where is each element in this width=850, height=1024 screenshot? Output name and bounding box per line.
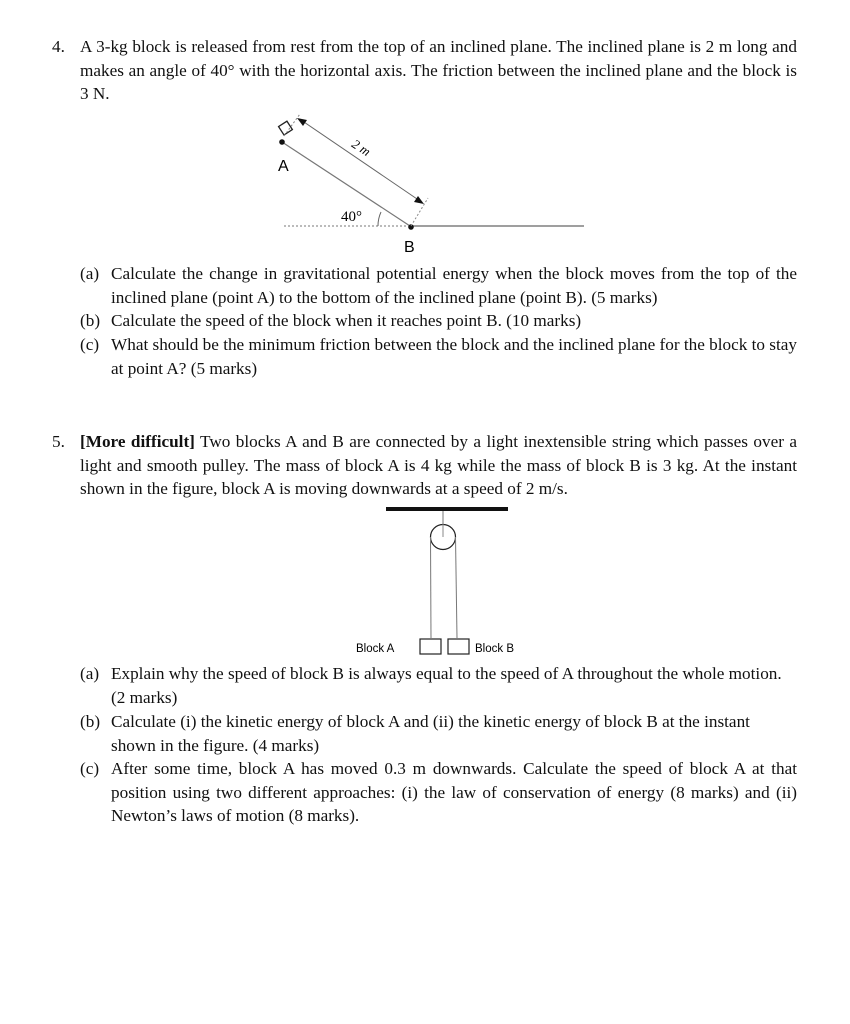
block-a-label: Block A: [356, 643, 395, 655]
block-b: [448, 639, 469, 654]
point-a-label: A: [278, 158, 289, 175]
question-5-part-b: (b) Calculate (i) the kinetic energy of block A and (ii) the kinetic energy of block B at the instant shown in the figure. (4 marks): [80, 712, 750, 755]
block-icon: [279, 121, 293, 135]
arrow-head-icon: [297, 118, 307, 126]
point-b-label: B: [404, 239, 415, 256]
question-text: [More difficult] Two blocks A and B are connected by a light inextensible string which passes over a light and smooth pulley. The mass of block A is 4 kg while the mass of block B is 3 kg. At the instant shown in the figure, block A is moving downwards at a speed of 2 m/s.: [80, 432, 797, 498]
question-4: [52, 35, 797, 106]
angle-label: 40°: [341, 209, 362, 225]
question-5-part-a: (a) Explain why the speed of block B is always equal to the speed of A throughout the whole motion. (2 marks): [80, 664, 782, 707]
question-4-part-a: (a) Calculate the change in gravitational potential energy when the block moves from the top of the inclined plane (point A) to the bottom of the inclined plane (point B). (5 marks): [80, 264, 797, 307]
length-label: 2 m: [349, 136, 374, 160]
pulley-diagram: [340, 495, 540, 665]
question-5: [52, 430, 797, 501]
question-4-part-b: (b) Calculate the speed of the block when it reaches point B. (10 marks): [80, 311, 582, 330]
block-b-label: Block B: [475, 643, 514, 655]
difficulty-tag: [More difficult]: [80, 432, 195, 451]
string-a: [431, 537, 432, 638]
arrow-head-icon: [414, 196, 424, 204]
point-a-dot: [279, 139, 285, 145]
question-number: 4.: [52, 37, 65, 56]
block-a: [420, 639, 441, 654]
angle-arc: [378, 212, 381, 226]
question-4-part-c: (c) What should be the minimum friction between the block and the inclined plane for the block to stay at point A? (5 marks): [80, 335, 797, 378]
question-5-part-c: (c) After some time, block A has moved 0.3 m downwards. Calculate the speed of block A at that position using two different approaches: (i) the law of conservation of energy (8 marks) and (ii) Newton’s laws of motion (8 marks).: [80, 759, 797, 825]
ceiling-support: [386, 507, 508, 511]
question-number: 5.: [52, 432, 65, 451]
question-text: A 3-kg block is released from rest from the top of an inclined plane. The inclined plane is 2 m long and makes an angle of 40° with the horizontal axis. The friction between the inclined plane and the block is 3 N.: [80, 37, 797, 103]
string-b: [456, 537, 458, 638]
inclined-plane-diagram: [270, 110, 600, 260]
